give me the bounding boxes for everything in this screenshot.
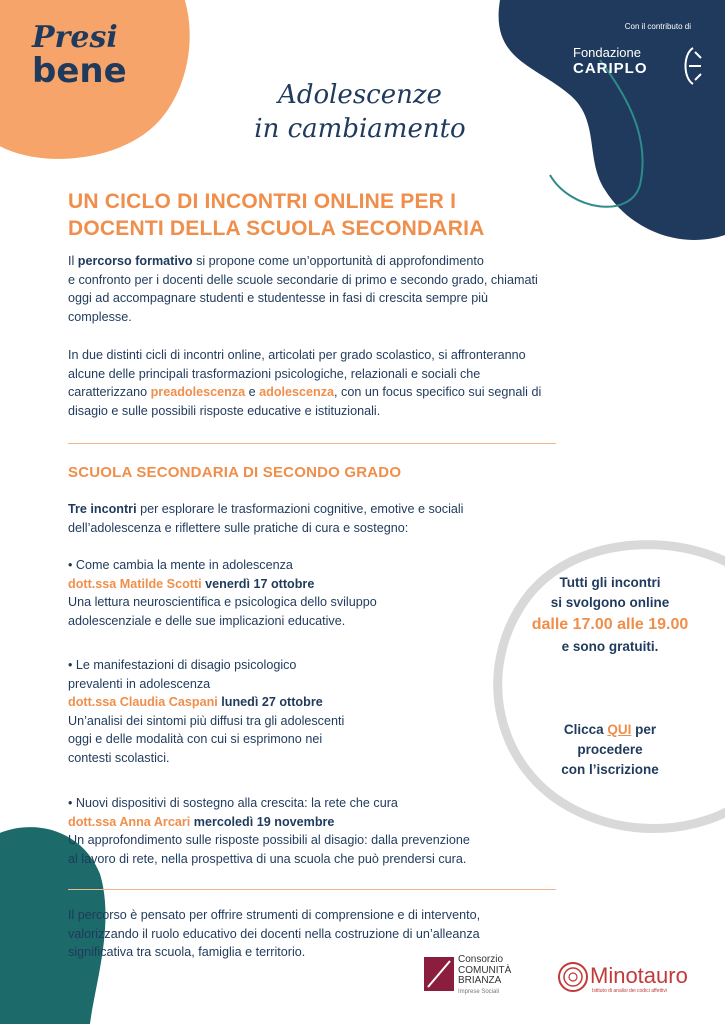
divider [68,889,556,890]
minotauro-logo [556,960,706,1000]
text: alcune delle principali trasformazioni psicologiche, relazionali e sociali che [68,366,481,381]
title-line2: in cambiamento [254,114,466,144]
signup-link[interactable]: QUI [607,722,632,737]
consorzio-mark-icon [424,957,454,991]
event-date: mercoledì 19 novembre [190,814,335,829]
divider [68,443,556,444]
text: Tutti gli incontri [559,575,661,590]
event-title: • Come cambia la mente in adolescenza [68,558,293,572]
logo-line1: Presi [32,20,118,55]
text: per [631,722,657,737]
text: COMUNITÀ [458,964,512,976]
text: con l’iscrizione [561,762,659,777]
text: BRIANZA [458,975,502,986]
event-date: lunedì 27 ottobre [217,695,323,709]
text: Clicca [563,722,608,737]
highlight-adolescenza: adolescenza [259,385,335,399]
text: significativa tra scuola, famiglia e territorio. [68,945,306,959]
text: e [245,385,260,399]
sponsor-block [563,22,703,77]
event-description: contesti scolastici. [68,750,170,765]
text: caratterizzano [68,385,151,399]
event-speaker: dott.ssa Matilde Scotti [68,576,202,591]
text: , con un focus specifico sui segnali di [334,385,542,399]
minotauro-name: Minotauro [590,963,688,988]
event-description: adolescenziale e delle sue implicazioni educative. [68,613,346,628]
minotauro-mark-icon [556,960,590,994]
section-title: SCUOLA SECONDARIA DI SECONDO GRADO [68,464,402,481]
minotauro-subtitle: Istituto di analisi dei codici affettivi [592,988,667,994]
text: si svolgono online [550,595,670,610]
fondazione-text: Fondazione [573,45,641,60]
text: Il percorso è pensato per offrire strumenti di comprensione e di intervento, [68,908,481,922]
text: dell’adolescenza e riflettere sulle pratiche di cura e sostegno: [68,520,409,535]
text: disagio e sulle possibili risposte educative e istituzionali. [68,403,381,418]
text: per esplorare le trasformazioni cognitive, emotive e sociali [136,502,464,516]
text: In due distinti cicli di incontri online, articolati per grado scolastico, si affronteranno [68,348,526,362]
text: e confronto per i docenti delle scuole secondarie di primo e secondo grado, chiamati [68,272,538,287]
text: procedere [577,742,643,757]
event-2 [68,656,508,767]
event-3 [68,794,628,868]
event-description: Un’analisi dei sintomi più diffusi tra gli adolescenti [68,713,345,728]
text: si propone come un’opportunità di approfondimento [192,254,484,268]
contrib-label: Con il contributo di [624,22,691,31]
event-speaker: dott.ssa Anna Arcari [68,814,191,829]
schedule-info [500,573,720,657]
schedule-time: dalle 17.00 alle 19.00 [531,616,689,633]
event-1 [68,556,508,630]
presi-bene-logo [32,20,152,91]
cariplo-logo-icon [679,46,703,86]
consorzio-comunita-brianza-logo [424,955,534,995]
headline [68,188,628,242]
intro-paragraph-1 [68,252,658,326]
highlight-preadolescenza: preadolescenza [150,385,246,399]
event-title: • Nuovi dispositivi di sostegno alla crescita: la rete che cura [68,796,398,810]
closing-paragraph [68,906,658,962]
event-description: Una lettura neuroscientifica e psicologica dello sviluppo [68,595,377,609]
main-title [200,78,520,146]
event-description: Un approfondimento sulle risposte possibili al disagio: dalla prevenzione [68,833,470,847]
bold-text: Tre incontri [68,502,137,516]
text: e sono gratuiti. [561,639,659,654]
text: complesse. [68,309,132,324]
text: valorizzando il ruolo educativo dei docenti nella costruzione di un’alleanza [68,926,480,941]
event-speaker: dott.ssa Claudia Caspani [68,695,218,709]
title-line1: Adolescenze [278,80,442,110]
cariplo-text: CARIPLO [573,60,648,77]
intro-paragraph-2 [68,346,658,420]
event-description: oggi e delle modalità con cui si esprimono nei [68,732,323,746]
bold-text: percorso formativo [77,254,193,268]
logo-line2: bene [32,51,127,91]
event-title: prevalenti in adolescenza [68,676,211,691]
event-description: al lavoro di rete, nella prospettiva di una scuola che può prendersi cura. [68,851,467,866]
headline-line2: DOCENTI DELLA SCUOLA SECONDARIA [68,217,485,240]
text: Il [68,254,78,268]
section-intro [68,500,658,537]
text: Consorzio [458,954,504,965]
signup-callout [525,720,695,780]
event-title: • Le manifestazioni di disagio psicologico [68,658,297,672]
headline-line1: UN CICLO DI INCONTRI ONLINE PER I [68,190,457,213]
event-date: venerdì 17 ottobre [201,576,315,591]
text: oggi ad accompagnare studenti e studentesse in fasi di crescita sempre più [68,291,489,305]
text: Imprese Sociali [458,988,500,995]
